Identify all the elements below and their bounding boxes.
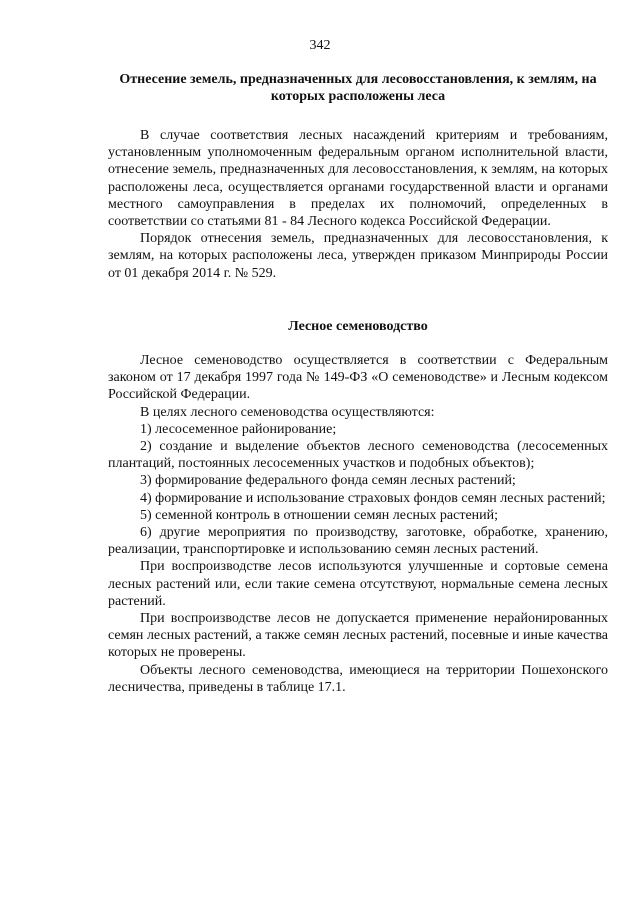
list-item: 3) формирование федерального фонда семян лесных растений;	[140, 473, 516, 489]
list-item: 1) лесосеменное районирование;	[140, 421, 337, 437]
section-heading-seed-production: Лесное семеноводство	[288, 319, 428, 334]
paragraph: Порядок отнесения земель, предназначенных для лесовосстановления, к землям, на которых расположены леса, утвержден приказом Минприроды России от 01 декабря 2014 г. № 529.	[108, 231, 608, 281]
section-body-land-allocation	[108, 127, 608, 282]
list-item: 2) создание и выделение объектов лесного семеноводства (лесосеменных плантаций, постоянных лесосеменных участков и подобных объектов);	[108, 439, 608, 472]
section-body-seed-production	[108, 352, 608, 696]
paragraph: Лесное семеноводство осуществляется в соответствии с Федеральным законом от 17 декабря 1997 года № 149-ФЗ «О семеноводстве» и Лесным кодексом Российской Федерации.	[108, 353, 608, 403]
section-heading-land-allocation: Отнесение земель, предназначенных для лесовосстановления, к землям, на которых расположены леса	[119, 72, 597, 104]
paragraph: В целях лесного семеноводства осуществляются:	[140, 404, 435, 420]
list-item: 6) другие мероприятия по производству, заготовке, обработке, хранению, реализации, транспортировке и использованию семян лесных растений.	[108, 525, 608, 558]
paragraph: При воспроизводстве лесов не допускается применение нерайонированных семян лесных растений, а также семян лесных растений, посевные и иные качества которых не проверены.	[108, 611, 608, 661]
paragraph: Объекты лесного семеноводства, имеющиеся на территории Пошехонского лесничества, приведены в таблице 17.1.	[108, 662, 608, 695]
paragraph: При воспроизводстве лесов используются улучшенные и сортовые семена лесных растений или, если такие семена отсутствуют, нормальные семена лесных растений.	[108, 559, 608, 609]
page-number: 342	[309, 38, 331, 53]
paragraph: В случае соответствия лесных насаждений критериям и требованиям, установленным уполномоченным федеральным органом исполнительной власти, отнесение земель, предназначенных для лесовосстановления, к землям, на которых расположены леса, осуществляется органами государственной власти и органами местного самоуправления в пределах их полномочий, определенных в соответствии со статьями 81 - 84 Лесного кодекса Российской Федерации.	[108, 128, 608, 230]
list-item: 5) семенной контроль в отношении семян лесных растений;	[140, 507, 499, 523]
list-item: 4) формирование и использование страховых фондов семян лесных растений;	[140, 490, 606, 506]
